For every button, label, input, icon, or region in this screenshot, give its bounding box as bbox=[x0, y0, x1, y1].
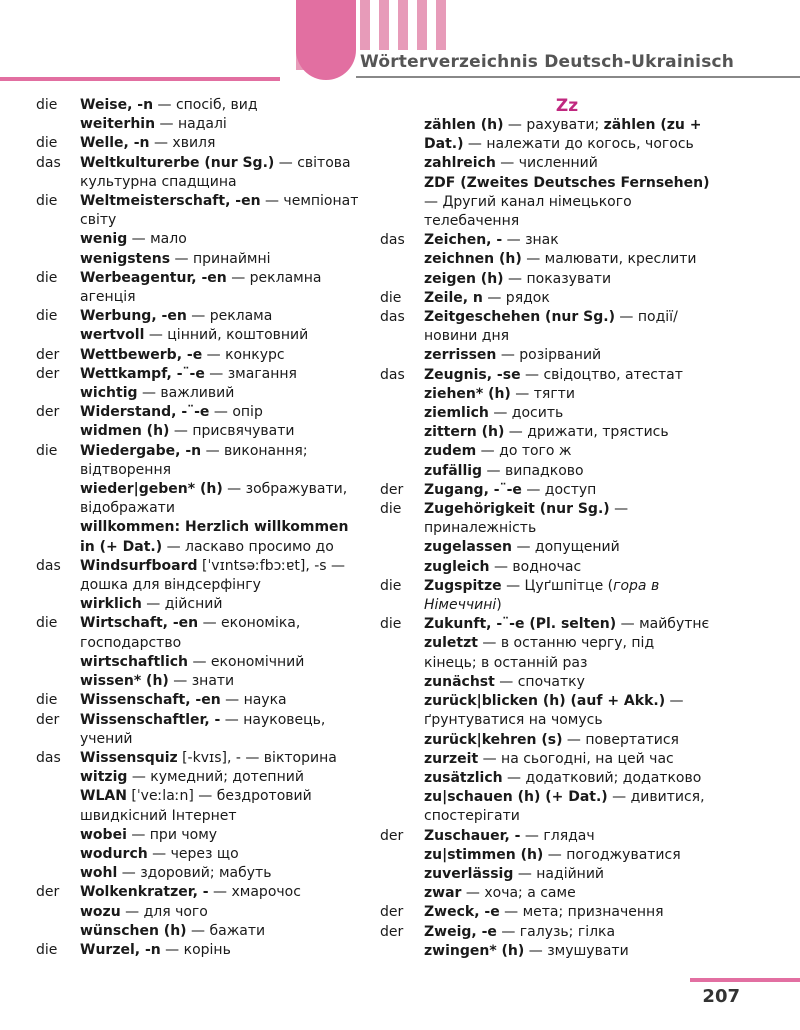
entry-headword: ziemlich bbox=[424, 405, 489, 422]
entry-translation: — ґрунтуватися на чомусь bbox=[424, 693, 684, 729]
dictionary-entry bbox=[36, 903, 366, 922]
entry-translation: — корінь bbox=[160, 941, 231, 958]
entry-translation: — цінний, коштовний bbox=[144, 327, 309, 344]
dictionary-entry bbox=[380, 231, 710, 250]
entry-translation: — економічний bbox=[188, 653, 305, 670]
dictionary-entry bbox=[380, 116, 710, 154]
entry-article: die bbox=[36, 442, 58, 459]
entry-headword: zugelassen bbox=[424, 539, 513, 556]
dictionary-entry bbox=[36, 154, 366, 192]
dictionary-entry bbox=[380, 500, 710, 538]
entry-article: die bbox=[36, 135, 58, 152]
dictionary-entry bbox=[36, 307, 366, 326]
entry-headword: WLAN bbox=[80, 788, 127, 805]
entry-headword: Zugehörigkeit (nur Sg.) bbox=[424, 501, 610, 518]
entry-translation: — належати до когось, чогось bbox=[463, 136, 694, 153]
entry-headword: zugleich bbox=[424, 558, 490, 575]
entry-headword: wenig bbox=[80, 231, 128, 248]
dictionary-entry bbox=[380, 577, 710, 615]
entry-translation: — доступ bbox=[521, 481, 597, 498]
entry-headword: zudem bbox=[424, 443, 477, 460]
dictionary-entry bbox=[380, 731, 710, 750]
entry-headword: Windsurfboard bbox=[80, 557, 198, 574]
entry-translation: — свідоцтво, атестат bbox=[520, 366, 683, 383]
entry-translation: — важливий bbox=[137, 385, 235, 402]
dictionary-entry bbox=[36, 422, 366, 441]
entry-headword: Zeitgeschehen (nur Sg.) bbox=[424, 309, 615, 326]
dictionary-entry bbox=[36, 250, 366, 269]
entry-translation: — тягти bbox=[510, 385, 575, 402]
dictionary-entry bbox=[380, 788, 710, 826]
entry-translation: — знак bbox=[502, 232, 559, 249]
dictionary-entry bbox=[36, 96, 366, 115]
entry-translation: — ласкаво просимо до bbox=[162, 538, 334, 555]
entry-article: der bbox=[36, 365, 60, 382]
entry-translation: — галузь; гілка bbox=[496, 923, 616, 940]
dictionary-entry bbox=[36, 614, 366, 652]
entry-headword: zahlreich bbox=[424, 155, 496, 172]
dictionary-entry bbox=[36, 691, 366, 710]
entry-translation: ) bbox=[496, 597, 502, 614]
entry-translation: — рекламна агенція bbox=[80, 269, 322, 306]
entry-article: das bbox=[36, 557, 61, 574]
dictionary-entry bbox=[380, 750, 710, 769]
dictionary-entry bbox=[36, 518, 366, 556]
entry-headword: Werbung, -en bbox=[80, 308, 187, 325]
entry-headword: wirklich bbox=[80, 596, 142, 613]
entry-article: der bbox=[380, 904, 404, 921]
dictionary-entry bbox=[36, 326, 366, 345]
entry-headword: zurück|kehren (s) bbox=[424, 731, 563, 748]
entry-translation: — додатковий; додатково bbox=[502, 769, 702, 786]
dictionary-entry bbox=[380, 865, 710, 884]
entry-headword: zunächst bbox=[424, 673, 495, 690]
entry-translation: — Цуґшпітце ( bbox=[501, 577, 614, 594]
dictionary-entry bbox=[380, 692, 710, 730]
entry-headword: ZDF (Zweites Deutsches Fernsehen) bbox=[424, 174, 710, 191]
entry-translation: — знати bbox=[168, 673, 235, 690]
tab-stripe bbox=[379, 0, 389, 50]
entry-headword: Wolkenkratzer, - bbox=[80, 884, 209, 901]
entry-translation: — досить bbox=[488, 405, 564, 422]
dictionary-entry bbox=[36, 883, 366, 902]
entry-translation: — приналежність bbox=[424, 501, 629, 537]
entry-headword: Zuschauer, - bbox=[424, 827, 521, 844]
entry-headword: Weltkulturerbe (nur Sg.) bbox=[80, 154, 275, 171]
dictionary-entry bbox=[36, 653, 366, 672]
entry-headword: wichtig bbox=[80, 385, 138, 402]
dictionary-entry bbox=[380, 884, 710, 903]
entry-headword: Zugang, -¨-e bbox=[424, 481, 522, 498]
entry-headword: wenigstens bbox=[80, 250, 171, 267]
dictionary-entry bbox=[380, 827, 710, 846]
entry-translation: — мало bbox=[127, 231, 187, 248]
entry-translation: — в останню чергу, під кінець; в останній раз bbox=[424, 635, 655, 671]
entry-translation: — спосіб, вид bbox=[153, 97, 258, 113]
entry-translation: — для чого bbox=[120, 903, 208, 920]
dictionary-entry bbox=[380, 903, 710, 922]
entry-translation: — до того ж bbox=[476, 443, 572, 460]
entry-translation: — майбутнє bbox=[616, 616, 710, 633]
entry-headword: willkommen: Herzlich willkommen in (+ Dat.) bbox=[80, 519, 349, 555]
dictionary-entry bbox=[380, 481, 710, 500]
entry-translation: — водночас bbox=[489, 558, 582, 575]
entry-headword: zeichnen (h) bbox=[424, 251, 522, 268]
entry-headword: Wissenschaft, -en bbox=[80, 692, 221, 709]
entry-headword: Widerstand, -¨-e bbox=[80, 404, 210, 421]
entry-article: der bbox=[380, 827, 404, 844]
entry-translation: — чемпіонат світу bbox=[80, 193, 359, 229]
page-title: Wörterverzeichnis Deutsch-Ukrainisch bbox=[360, 52, 735, 72]
dictionary-entry bbox=[380, 289, 710, 308]
entry-translation: — кумедний; дотепний bbox=[127, 769, 304, 786]
entry-article: der bbox=[36, 711, 60, 728]
dictionary-entry bbox=[380, 308, 710, 346]
left-column bbox=[36, 96, 366, 960]
header-rule-right bbox=[356, 76, 800, 78]
entry-translation: — дійсний bbox=[141, 596, 223, 613]
entry-article: die bbox=[36, 193, 58, 210]
dictionary-entry bbox=[36, 768, 366, 787]
dictionary-entry bbox=[36, 192, 366, 230]
entry-headword: wozu bbox=[80, 903, 121, 920]
entry-translation: — випадково bbox=[482, 462, 584, 479]
entry-headword: zurzeit bbox=[424, 750, 479, 767]
entry-article: der bbox=[380, 481, 404, 498]
right-column bbox=[380, 96, 710, 961]
entry-translation: — принаймні bbox=[170, 250, 271, 267]
entry-headword: zwar bbox=[424, 885, 462, 902]
entry-translation: — надалі bbox=[155, 116, 227, 133]
entry-headword: Zugspitze bbox=[424, 577, 502, 594]
entry-headword: Weise, -n bbox=[80, 97, 154, 113]
entry-headword: Werbeagentur, -en bbox=[80, 269, 227, 286]
entry-headword: zählen (h) bbox=[424, 117, 504, 133]
entry-translation: — допущений bbox=[512, 539, 620, 556]
dictionary-entry bbox=[380, 846, 710, 865]
entry-translation: — спочатку bbox=[494, 673, 585, 690]
entry-translation: [ˈvɪntsəːfbɔːɐt], -s — дошка для віндсерфінгу bbox=[80, 557, 346, 594]
entry-headword: zwingen* (h) bbox=[424, 942, 525, 959]
entry-translation: — численний bbox=[495, 155, 598, 172]
entry-translation: — змагання bbox=[204, 365, 297, 382]
dictionary-entry bbox=[36, 922, 366, 941]
entry-article: der bbox=[36, 346, 60, 363]
entry-headword: witzig bbox=[80, 769, 128, 786]
entry-headword: wissen* (h) bbox=[80, 673, 169, 690]
entry-headword: Zweck, -e bbox=[424, 904, 500, 921]
entry-headword: wodurch bbox=[80, 845, 148, 862]
dictionary-entry bbox=[380, 385, 710, 404]
entry-translation: — присвячувати bbox=[169, 423, 295, 440]
entry-headword: zittern (h) bbox=[424, 424, 505, 441]
dictionary-entry bbox=[380, 462, 710, 481]
entry-article: das bbox=[380, 366, 405, 383]
entry-translation: — через що bbox=[147, 845, 239, 862]
entry-translation: [-kvɪs], - — вікторина bbox=[177, 749, 337, 766]
entry-headword: zu|stimmen (h) bbox=[424, 846, 544, 863]
dictionary-entry bbox=[380, 250, 710, 269]
entry-translation: — здоровий; мабуть bbox=[117, 865, 272, 882]
entry-headword: wohl bbox=[80, 865, 118, 882]
entry-translation: — бажати bbox=[186, 922, 266, 939]
entry-translation: — мета; призначення bbox=[499, 904, 664, 921]
dictionary-entry bbox=[36, 442, 366, 480]
entry-headword: Wettbewerb, -e bbox=[80, 346, 203, 363]
dictionary-entry bbox=[380, 174, 710, 232]
entry-translation: — глядач bbox=[520, 827, 595, 844]
entry-translation: [ˈveːlaːn] — бездротовий швидкісний Інтернет bbox=[80, 788, 312, 824]
entry-note: гора в Німеччині bbox=[424, 577, 660, 614]
dictionary-entry bbox=[380, 423, 710, 442]
entry-headword: wobei bbox=[80, 826, 127, 843]
entry-translation: — конкурс bbox=[202, 346, 285, 363]
entry-translation: — економіка, господарство bbox=[80, 615, 301, 651]
entry-article: die bbox=[36, 97, 58, 113]
entry-headword: wünschen (h) bbox=[80, 922, 187, 939]
dictionary-entry bbox=[36, 826, 366, 845]
dictionary-entry bbox=[36, 711, 366, 749]
entry-translation: — дивитися, спостерігати bbox=[424, 789, 705, 825]
entry-headword: Welle, -n bbox=[80, 135, 150, 152]
entry-translation: — зображувати, відображати bbox=[80, 481, 348, 517]
entry-translation: — дрижати, трястись bbox=[504, 424, 669, 441]
entry-headword: zusätzlich bbox=[424, 769, 503, 786]
entry-headword: Zeugnis, -se bbox=[424, 366, 521, 383]
entry-headword: Wirtschaft, -en bbox=[80, 615, 199, 632]
dictionary-entry bbox=[380, 404, 710, 423]
dictionary-entry bbox=[36, 941, 366, 960]
dictionary-entry bbox=[36, 557, 366, 595]
entry-translation: — повертатися bbox=[562, 731, 679, 748]
section-letter: Zz bbox=[555, 96, 579, 116]
entry-headword: wertvoll bbox=[80, 327, 145, 344]
entry-headword: Wissensquiz bbox=[80, 749, 178, 766]
entry-translation: — рядок bbox=[482, 289, 550, 306]
header-rule-left bbox=[0, 77, 280, 81]
tab-stripe bbox=[417, 0, 427, 50]
entry-headword: weiterhin bbox=[80, 116, 156, 133]
dictionary-entry bbox=[380, 442, 710, 461]
tab-stripe bbox=[360, 0, 370, 50]
entry-headword: Weltmeisterschaft, -en bbox=[80, 193, 261, 210]
entry-article: die bbox=[380, 616, 402, 633]
tab-stripe bbox=[398, 0, 408, 50]
entry-headword: zeigen (h) bbox=[424, 270, 504, 287]
entry-article: die bbox=[36, 269, 58, 286]
dictionary-entry bbox=[380, 346, 710, 365]
dictionary-entry bbox=[36, 134, 366, 153]
entry-article: die bbox=[380, 501, 402, 518]
entry-headword: Zweig, -e bbox=[424, 923, 497, 940]
entry-translation: — опір bbox=[209, 404, 263, 421]
entry-translation: — змушувати bbox=[524, 942, 629, 959]
entry-headword: wirtschaftlich bbox=[80, 653, 189, 670]
entry-article: die bbox=[36, 941, 58, 958]
entry-headword: Zukunft, -¨-e (Pl. selten) bbox=[424, 616, 617, 633]
tab-stripe bbox=[436, 0, 446, 50]
entry-translation: — погоджуватися bbox=[543, 846, 681, 863]
dictionary-entry bbox=[380, 270, 710, 289]
entry-translation: — розірваний bbox=[496, 347, 602, 364]
entry-translation: — при чому bbox=[126, 826, 218, 843]
dictionary-entry bbox=[36, 230, 366, 249]
entry-article: die bbox=[380, 577, 402, 594]
dictionary-entry bbox=[36, 346, 366, 365]
entry-translation: — науковець, учений bbox=[80, 711, 326, 747]
entry-translation: — хоча; а саме bbox=[461, 885, 576, 902]
entry-translation: — Другий канал німецького телебачення bbox=[424, 193, 632, 230]
header-tab bbox=[296, 0, 356, 80]
dictionary-entry bbox=[36, 864, 366, 883]
entry-translation: — хвиля bbox=[149, 135, 216, 152]
dictionary-entry bbox=[380, 769, 710, 788]
entry-headword: zuletzt bbox=[424, 635, 478, 652]
dictionary-entry bbox=[380, 366, 710, 385]
entry-translation: — на сьогодні, на цей час bbox=[478, 750, 674, 767]
entry-headword: Wettkampf, -¨-e bbox=[80, 365, 205, 382]
entry-headword: wieder|geben* (h) bbox=[80, 481, 223, 498]
entry-article: die bbox=[380, 289, 402, 306]
dictionary-entry bbox=[380, 942, 710, 961]
dictionary-entry bbox=[36, 749, 366, 768]
entry-translation: — хмарочос bbox=[208, 884, 301, 901]
entry-translation: — показувати bbox=[503, 270, 612, 287]
entry-headword: Wiedergabe, -n bbox=[80, 442, 202, 459]
entry-headword: zuverlässig bbox=[424, 865, 514, 882]
entry-headword: zurück|blicken (h) (auf + Akk.) bbox=[424, 693, 666, 710]
entry-article: die bbox=[36, 308, 58, 325]
entry-headword: Zeichen, - bbox=[424, 232, 503, 249]
entry-translation: — малювати, креслити bbox=[521, 251, 697, 268]
entry-headword: zu|schauen (h) (+ Dat.) bbox=[424, 789, 608, 806]
dictionary-entry bbox=[380, 538, 710, 557]
dictionary-entry bbox=[36, 403, 366, 422]
entry-article: der bbox=[36, 884, 60, 901]
entry-article: die bbox=[36, 615, 58, 632]
entry-headword: Wissenschaftler, - bbox=[80, 711, 221, 728]
dictionary-entry bbox=[36, 672, 366, 691]
entry-translation: — рахувати; bbox=[503, 117, 604, 133]
dictionary-entry bbox=[36, 480, 366, 518]
entry-headword: Zeile, n bbox=[424, 289, 483, 306]
entry-headword: zerrissen bbox=[424, 347, 497, 364]
entry-translation: — події/ новини дня bbox=[424, 309, 678, 345]
dictionary-entry bbox=[36, 365, 366, 384]
entry-article: das bbox=[36, 749, 61, 766]
entry-translation: — наука bbox=[220, 692, 287, 709]
dictionary-entry bbox=[380, 634, 710, 672]
entry-translation: — надійний bbox=[513, 865, 605, 882]
dictionary-entry bbox=[36, 269, 366, 307]
dictionary-entry bbox=[36, 595, 366, 614]
entry-headword: zählen (zu + Dat.) bbox=[424, 117, 702, 153]
entry-translation: — виконання; відтворення bbox=[80, 442, 308, 478]
dictionary-entry bbox=[380, 923, 710, 942]
footer-rule bbox=[690, 978, 800, 982]
dictionary-entry bbox=[380, 558, 710, 577]
entry-article: der bbox=[36, 404, 60, 421]
page-number: 207 bbox=[702, 986, 740, 1007]
dictionary-entry bbox=[36, 787, 366, 825]
dictionary-entry bbox=[380, 673, 710, 692]
dictionary-entry bbox=[36, 384, 366, 403]
entry-article: das bbox=[36, 154, 61, 171]
dictionary-entry bbox=[36, 115, 366, 134]
entry-translation: — реклама bbox=[186, 308, 273, 325]
entry-article: das bbox=[380, 309, 405, 326]
dictionary-entry bbox=[36, 845, 366, 864]
entry-article: das bbox=[380, 232, 405, 249]
entry-article: der bbox=[380, 923, 404, 940]
dictionary-entry bbox=[380, 154, 710, 173]
entry-headword: Wurzel, -n bbox=[80, 941, 161, 958]
entry-translation: — світова культурна спадщина bbox=[80, 154, 351, 190]
dictionary-entry bbox=[380, 615, 710, 634]
header-decoration bbox=[296, 0, 356, 80]
entry-article: die bbox=[36, 692, 58, 709]
entry-headword: ziehen* (h) bbox=[424, 385, 511, 402]
entry-headword: widmen (h) bbox=[80, 423, 170, 440]
entry-headword: zufällig bbox=[424, 462, 483, 479]
